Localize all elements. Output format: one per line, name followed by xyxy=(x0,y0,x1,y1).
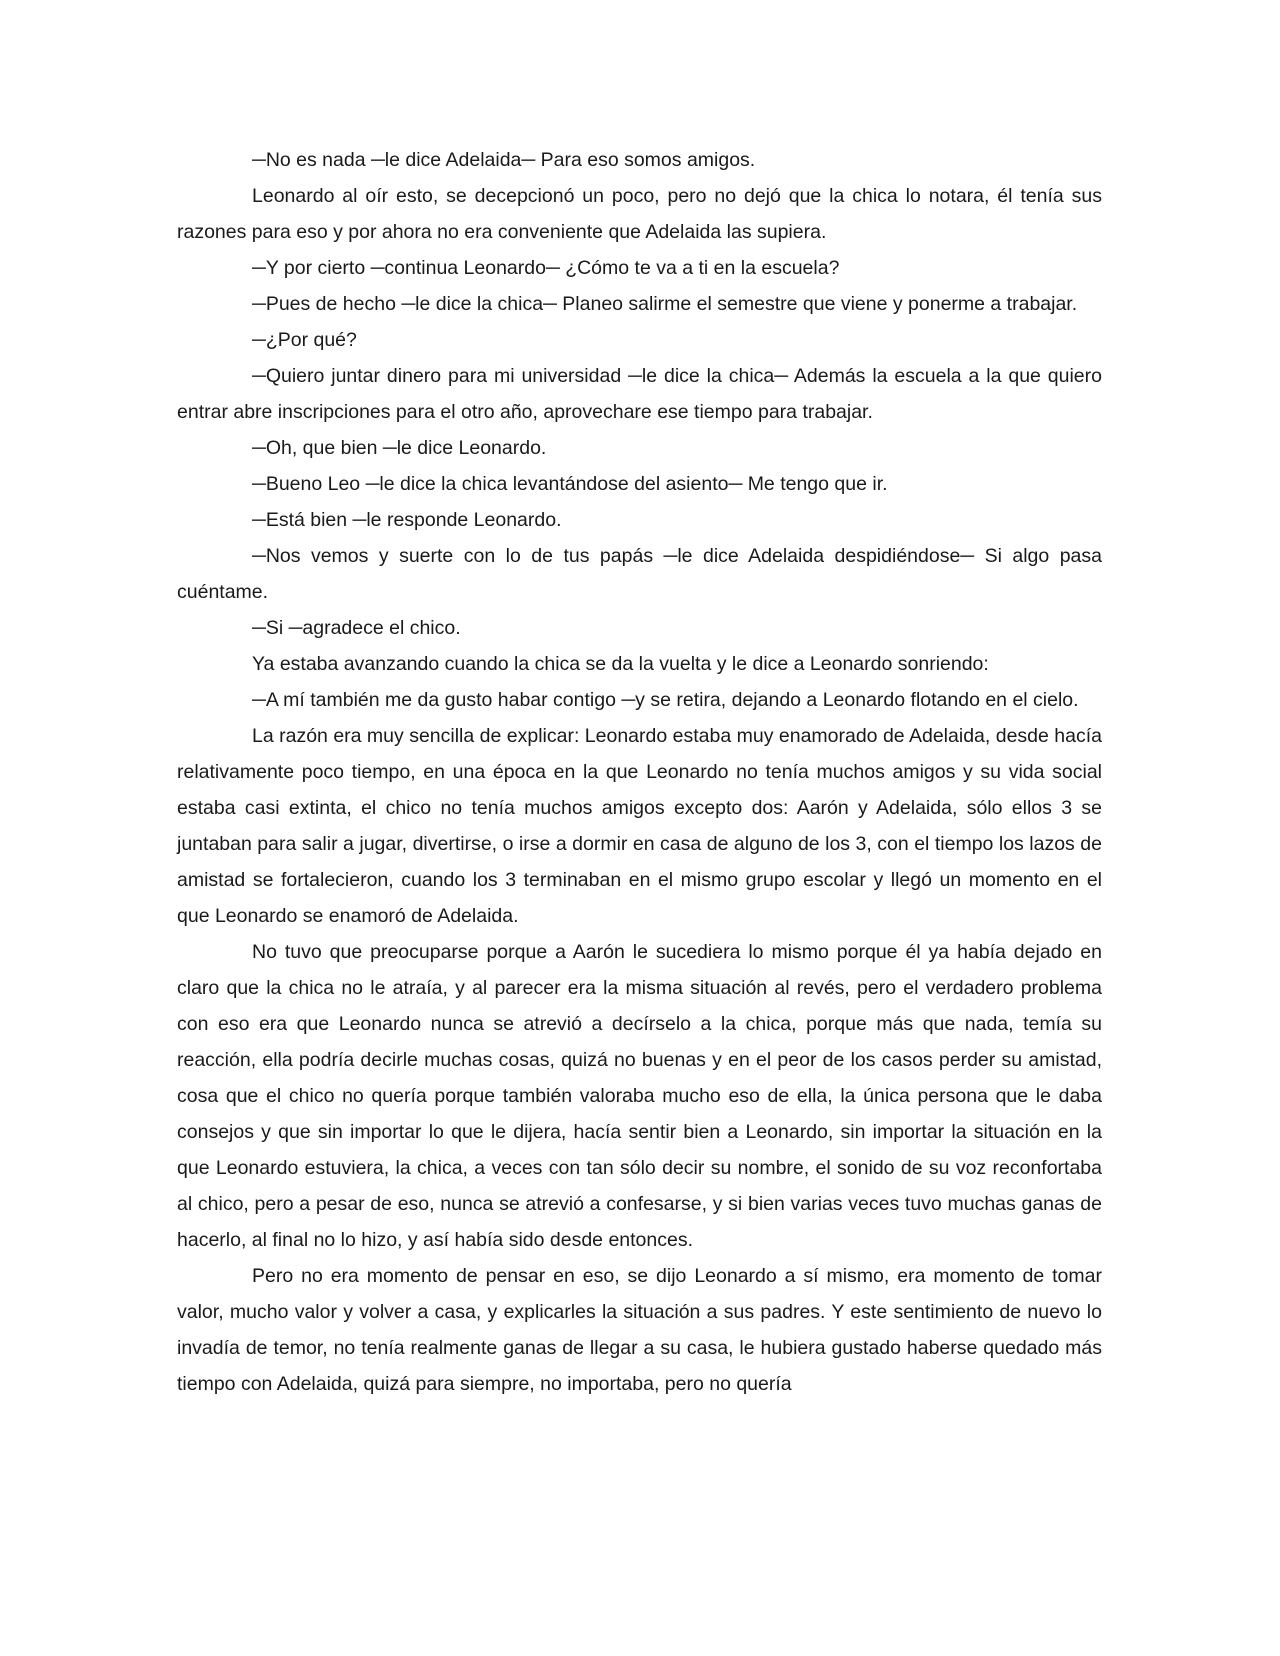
paragraph: ─Pues de hecho ─le dice la chica─ Planeo salirme el semestre que viene y ponerme a trabajar. xyxy=(252,293,1078,315)
paragraph: ─Bueno Leo ─le dice la chica levantándose del asiento─ Me tengo que ir. xyxy=(252,473,888,495)
paragraph: ─Oh, que bien ─le dice Leonardo. xyxy=(252,437,547,459)
paragraph: ─No es nada ─le dice Adelaida─ Para eso somos amigos. xyxy=(252,149,756,171)
paragraph: No tuvo que preocuparse porque a Aarón le sucediera lo mismo porque él ya había dejado en claro que la chica no le atraía, y al parecer era la misma situación al revés, pero el verdadero problema con eso era que Leonardo nunca se atrevió a decírselo a la chica, porque más que nada, temía su reacción, ella podría decirle muchas cosas, quizá no buenas y en el peor de los casos perder su amistad, cosa que el chico no quería porque también valoraba mucho eso de ella, la única persona que le daba consejos y que sin importar lo que le dijera, hacía sentir bien a Leonardo, sin importar la situación en la que Leonardo estuviera, la chica, a veces con tan sólo decir su nombre, el sonido de su voz reconfortaba al chico, pero a pesar de eso, nunca se atrevió a confesarse, y si bien varias veces tuvo muchas ganas de hacerlo, al final no lo hizo, y así había sido desde entonces. xyxy=(177,941,1102,1251)
paragraph: Pero no era momento de pensar en eso, se dijo Leonardo a sí mismo, era momento de tomar valor, mucho valor y volver a casa, y explicarles la situación a sus padres. Y este sentimiento de nuevo lo invadía de temor, no tenía realmente ganas de llegar a su casa, le hubiera gustado haberse quedado más tiempo con Adelaida, quizá para siempre, no importaba, pero no quería xyxy=(177,1265,1102,1395)
paragraph: ─Y por cierto ─continua Leonardo─ ¿Cómo te va a ti en la escuela? xyxy=(252,257,840,279)
paragraph: Leonardo al oír esto, se decepcionó un poco, pero no dejó que la chica lo notara, él tenía sus razones para eso y por ahora no era conveniente que Adelaida las supiera. xyxy=(177,185,1102,243)
paragraph: Ya estaba avanzando cuando la chica se da la vuelta y le dice a Leonardo sonriendo: xyxy=(252,653,989,675)
paragraph: ─A mí también me da gusto habar contigo ─y se retira, dejando a Leonardo flotando en el cielo. xyxy=(252,689,1079,711)
paragraph: ─Nos vemos y suerte con lo de tus papás ─le dice Adelaida despidiéndose─ Si algo pasa cuéntame. xyxy=(177,545,1102,603)
paragraph: ─¿Por qué? xyxy=(252,329,357,351)
paragraph: ─Quiero juntar dinero para mi universidad ─le dice la chica─ Además la escuela a la que quiero entrar abre inscripciones para el otro año, aprovechare ese tiempo para trabajar. xyxy=(177,365,1102,423)
document-body xyxy=(177,142,1102,1402)
paragraph: La razón era muy sencilla de explicar: Leonardo estaba muy enamorado de Adelaida, desde hacía relativamente poco tiempo, en una época en la que Leonardo no tenía muchos amigos y su vida social estaba casi extinta, el chico no tenía muchos amigos excepto dos: Aarón y Adelaida, sólo ellos 3 se juntaban para salir a jugar, divertirse, o irse a dormir en casa de alguno de los 3, con el tiempo los lazos de amistad se fortalecieron, cuando los 3 terminaban en el mismo grupo escolar y llegó un momento en el que Leonardo se enamoró de Adelaida. xyxy=(177,725,1102,927)
paragraph: ─Está bien ─le responde Leonardo. xyxy=(252,509,562,531)
paragraph: ─Si ─agradece el chico. xyxy=(252,617,461,639)
